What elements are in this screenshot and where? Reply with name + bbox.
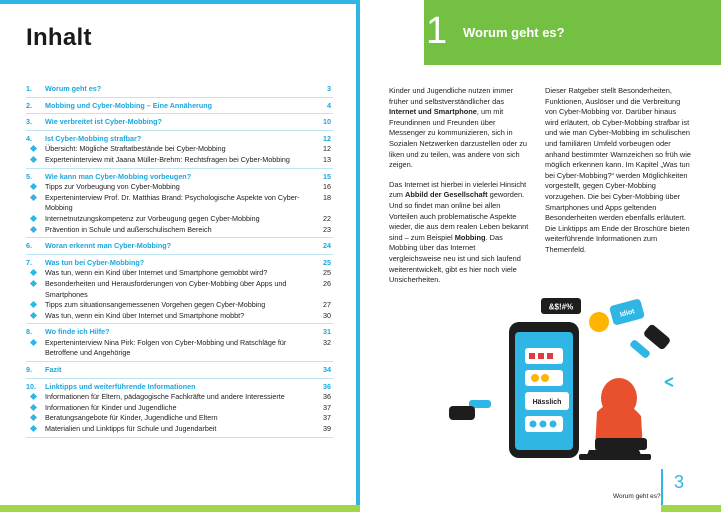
toc-separator xyxy=(26,130,333,131)
toc-text: Tipps zur Vorbeugung von Cyber-Mobbing xyxy=(45,182,180,192)
toc-subitem[interactable] xyxy=(26,155,333,166)
toc-subitem[interactable] xyxy=(26,403,333,414)
toc-page: 32 xyxy=(323,337,331,347)
toc-text: Experteninterview Nina Pirk: Folgen von Cyber-Mobbing und Ratschläge für Betroffene und Angehörige xyxy=(45,337,287,358)
toc-page: 27 xyxy=(323,300,331,310)
diamond-bullet-icon xyxy=(30,339,37,346)
diamond-bullet-icon xyxy=(30,225,37,232)
toc-separator xyxy=(26,378,333,379)
diamond-bullet-icon xyxy=(30,280,37,287)
bold-text: Abbild der Gesellschaft xyxy=(405,190,488,200)
phone-message: Hässlich xyxy=(532,399,562,406)
toc-subitem[interactable] xyxy=(26,279,333,300)
diamond-bullet-icon xyxy=(30,312,37,319)
frame-right xyxy=(356,0,360,512)
diamond-bullet-icon xyxy=(30,194,37,201)
toc-page: 23 xyxy=(323,224,331,234)
toc-separator xyxy=(26,361,333,362)
text: . Das Mobbing über das Internet vergleichsweise neu ist und sich laufend weiterentwickelt, gibt es hier noch viele Unsicherheiten. xyxy=(389,232,521,285)
toc-page: 39 xyxy=(323,424,331,434)
toc-page: 24 xyxy=(323,241,331,251)
toc-text: Was tun, wenn ein Kind über Internet und Smartphone mobbt? xyxy=(45,310,245,320)
toc-page: 34 xyxy=(323,365,331,375)
toc-text: Wie verbreitet ist Cyber-Mobbing? xyxy=(45,117,162,127)
toc-page: 37 xyxy=(323,413,331,423)
diamond-bullet-icon xyxy=(30,301,37,308)
toc-text: Materialien und Linktipps für Schule und Jugendarbeit xyxy=(45,424,217,434)
toc-subitem[interactable] xyxy=(26,193,333,214)
toc-page: 10 xyxy=(323,117,331,127)
toc-text: Wo finde ich Hilfe? xyxy=(45,327,110,337)
bold-text: Mobbing xyxy=(454,232,486,242)
toc-subitem[interactable] xyxy=(26,144,333,155)
toc-number: 9. xyxy=(26,365,32,375)
toc-number: 6. xyxy=(26,241,32,251)
toc-text: Mobbing und Cyber-Mobbing – Eine Annäherung xyxy=(45,100,213,110)
toc-chapter[interactable] xyxy=(26,382,333,393)
toc-subitem[interactable] xyxy=(26,413,333,424)
chapter-number: 1 xyxy=(426,10,448,52)
toc-chapter[interactable] xyxy=(26,101,333,112)
toc-separator xyxy=(26,168,333,169)
toc-separator xyxy=(26,237,333,238)
diamond-bullet-icon xyxy=(30,215,37,222)
speech-bubble-2-text: Idiot xyxy=(619,308,636,319)
toc-subitem[interactable] xyxy=(26,392,333,403)
toc-page: 36 xyxy=(323,392,331,402)
toc-page: 3 xyxy=(327,84,331,93)
toc-page: 22 xyxy=(323,213,331,223)
footer-label: Worum geht es? xyxy=(613,493,661,500)
toc-page: 26 xyxy=(323,278,331,288)
frame-bottom-right xyxy=(661,505,721,512)
toc-text: Ist Cyber-Mobbing strafbar? xyxy=(45,133,142,143)
arrow-decoration-icon xyxy=(665,378,673,386)
toc-subitem[interactable] xyxy=(26,311,333,322)
paragraph xyxy=(545,86,691,256)
speech-bubble-2 xyxy=(609,298,645,326)
toc-text: Wie kann man Cyber-Mobbing vorbeugen? xyxy=(45,171,192,181)
speech-bubble-1 xyxy=(541,298,581,314)
toc-subitem[interactable] xyxy=(26,225,333,236)
toc-text: Informationen für Eltern, pädagogische Fachkräfte und andere Interessierte xyxy=(45,392,285,402)
toc-chapter[interactable] xyxy=(26,365,333,376)
cyber-mobbing-illustration xyxy=(429,290,709,470)
toc-page: 13 xyxy=(323,154,331,164)
sad-child-figure xyxy=(579,378,651,460)
table-of-contents xyxy=(26,84,333,441)
toc-page: 16 xyxy=(323,182,331,192)
toc-chapter[interactable] xyxy=(26,241,333,252)
toc-page: 31 xyxy=(323,327,331,337)
toc-text: Besonderheiten und Herausforderungen von Cyber-Mobbing über Apps und Smartphones xyxy=(45,278,287,299)
toc-page: 15 xyxy=(323,171,331,181)
toc-text: Prävention in Schule und außerschulischem Bereich xyxy=(45,224,212,234)
toc-separator xyxy=(26,323,333,324)
toc-text: Experteninterview Prof. Dr. Matthias Brand: Psychologische Aspekte von Cyber-Mobbing xyxy=(45,192,300,213)
diamond-bullet-icon xyxy=(30,425,37,432)
toc-number: 2. xyxy=(26,100,32,110)
toc-separator xyxy=(26,254,333,255)
toc-number: 5. xyxy=(26,171,32,181)
toc-number: 3. xyxy=(26,117,32,127)
toc-page: 25 xyxy=(323,268,331,278)
toc-number: 4. xyxy=(26,133,32,143)
toc-number: 1. xyxy=(26,84,32,93)
speech-bubble-1-text: &$!#% xyxy=(548,302,574,312)
page-number: 3 xyxy=(674,472,685,492)
smartphone-icon xyxy=(509,322,579,458)
toc-page: 30 xyxy=(323,310,331,320)
toc-subitem[interactable] xyxy=(26,424,333,435)
toc-separator xyxy=(26,97,333,98)
text-column-2 xyxy=(545,86,691,265)
toc-page: 37 xyxy=(323,402,331,412)
frame-bottom xyxy=(0,505,360,512)
toc-title: Inhalt xyxy=(26,24,92,51)
toc-separator xyxy=(26,437,333,438)
toc-text: Beratungsangebote für Kinder, Jugendliche und Eltern xyxy=(45,413,218,423)
toc-page: 12 xyxy=(323,144,331,154)
diamond-bullet-icon xyxy=(30,145,37,152)
toc-chapter[interactable] xyxy=(26,117,333,128)
toc-text: Woran erkennt man Cyber-Mobbing? xyxy=(45,241,172,251)
toc-separator xyxy=(26,113,333,114)
toc-text: Was tun bei Cyber-Mobbing? xyxy=(45,257,145,267)
toc-number: 10. xyxy=(26,381,36,391)
pointing-hand-icon-left xyxy=(449,400,491,420)
text: Dieser Ratgeber stellt Besonderheiten, Funktionen, Auslöser und die Verbreitung von Cyber-Mobbing vor. Darüber hinaus wird erläutert, ob Cyber-Mobbing strafbar ist und wie man Cyber-Mobbing im schulischen und familiären Umfeld vorbeugen oder anhand bestimmter Warnzeichen so früh wie möglich erkennen kann. Im Kapitel „Was tun bei Cyber-Mobbing?“ werden Möglichkeiten vorgestellt, gegen Cyber-Mobbing vorzugehen. Die bei Cyber-Mobbing über Smartphones und Apps geltenden Besonderheiten werden ebenfalls erläutert. Die Linktipps am Ende der Broschüre bieten weiterführende Informationen zum Themenfeld. xyxy=(545,86,691,254)
paragraph xyxy=(389,86,529,171)
diamond-bullet-icon xyxy=(30,404,37,411)
toc-text: Übersicht: Mögliche Straftatbestände bei Cyber-Mobbing xyxy=(45,144,226,154)
toc-text: Tipps zum situationsangemessenen Vorgehen gegen Cyber-Mobbing xyxy=(45,300,266,310)
angry-emoji-icon xyxy=(589,312,609,332)
text: Kinder und Jugendliche nutzen immer früher und selbstverständlicher das xyxy=(389,86,514,106)
text: geworden. Und so findet man online bei allen Vorteilen auch problematische Aspekte wieder, die aus dem realen Leben bekannt sind – zum Beispiel xyxy=(389,190,529,242)
toc-text: Linktipps und weiterführende Informationen xyxy=(45,381,196,391)
text: , um mit Freundinnen und Freunden über Messenger zu kommunizieren, sich in Sozialen Netzwerken darzustellen oder zu liken und zu teilen, was andere von sich zeigen. xyxy=(389,107,528,170)
toc-subitem[interactable] xyxy=(26,214,333,225)
toc-text: Worum geht es? xyxy=(45,84,102,93)
diamond-bullet-icon xyxy=(30,183,37,190)
text: Das Internet ist hierbei in vielerlei Hinsicht zum xyxy=(389,179,527,200)
toc-number: 8. xyxy=(26,327,32,337)
toc-chapter[interactable] xyxy=(26,327,333,338)
toc-subitem[interactable] xyxy=(26,182,333,193)
toc-text: Experteninterview mit Jaana Müller-Brehm: Rechtsfragen bei Cyber-Mobbing xyxy=(45,154,290,164)
diamond-bullet-icon xyxy=(30,414,37,421)
diamond-bullet-icon xyxy=(30,393,37,400)
toc-page: 18 xyxy=(323,192,331,202)
toc-chapter[interactable] xyxy=(26,84,333,95)
toc-text: Was tun, wenn ein Kind über Internet und Smartphone gemobbt wird? xyxy=(45,268,268,278)
toc-page: 36 xyxy=(323,381,331,391)
right-page xyxy=(361,0,721,512)
toc-chapter[interactable] xyxy=(26,172,333,183)
toc-text: Internetnutzungskompetenz zur Vorbeugung gegen Cyber-Mobbing xyxy=(45,213,260,223)
text-column-1 xyxy=(389,86,529,295)
toc-chapter[interactable] xyxy=(26,134,333,145)
chapter-title: Worum geht es? xyxy=(463,25,565,40)
toc-number: 7. xyxy=(26,257,32,267)
toc-text: Fazit xyxy=(45,365,62,375)
pointing-hand-icon-right xyxy=(629,323,671,359)
left-page xyxy=(0,0,360,512)
diamond-bullet-icon xyxy=(30,156,37,163)
diamond-bullet-icon xyxy=(30,269,37,276)
bold-text: Internet und Smartphone xyxy=(389,107,477,117)
toc-subitem[interactable] xyxy=(26,300,333,311)
toc-chapter[interactable] xyxy=(26,258,333,269)
toc-subitem[interactable] xyxy=(26,268,333,279)
toc-page: 25 xyxy=(323,257,331,267)
paragraph xyxy=(389,180,529,286)
toc-subitem[interactable] xyxy=(26,338,333,359)
frame-top xyxy=(0,0,360,4)
toc-page: 12 xyxy=(323,133,331,143)
toc-page: 4 xyxy=(327,100,331,110)
toc-text: Informationen für Kinder und Jugendliche xyxy=(45,402,177,412)
